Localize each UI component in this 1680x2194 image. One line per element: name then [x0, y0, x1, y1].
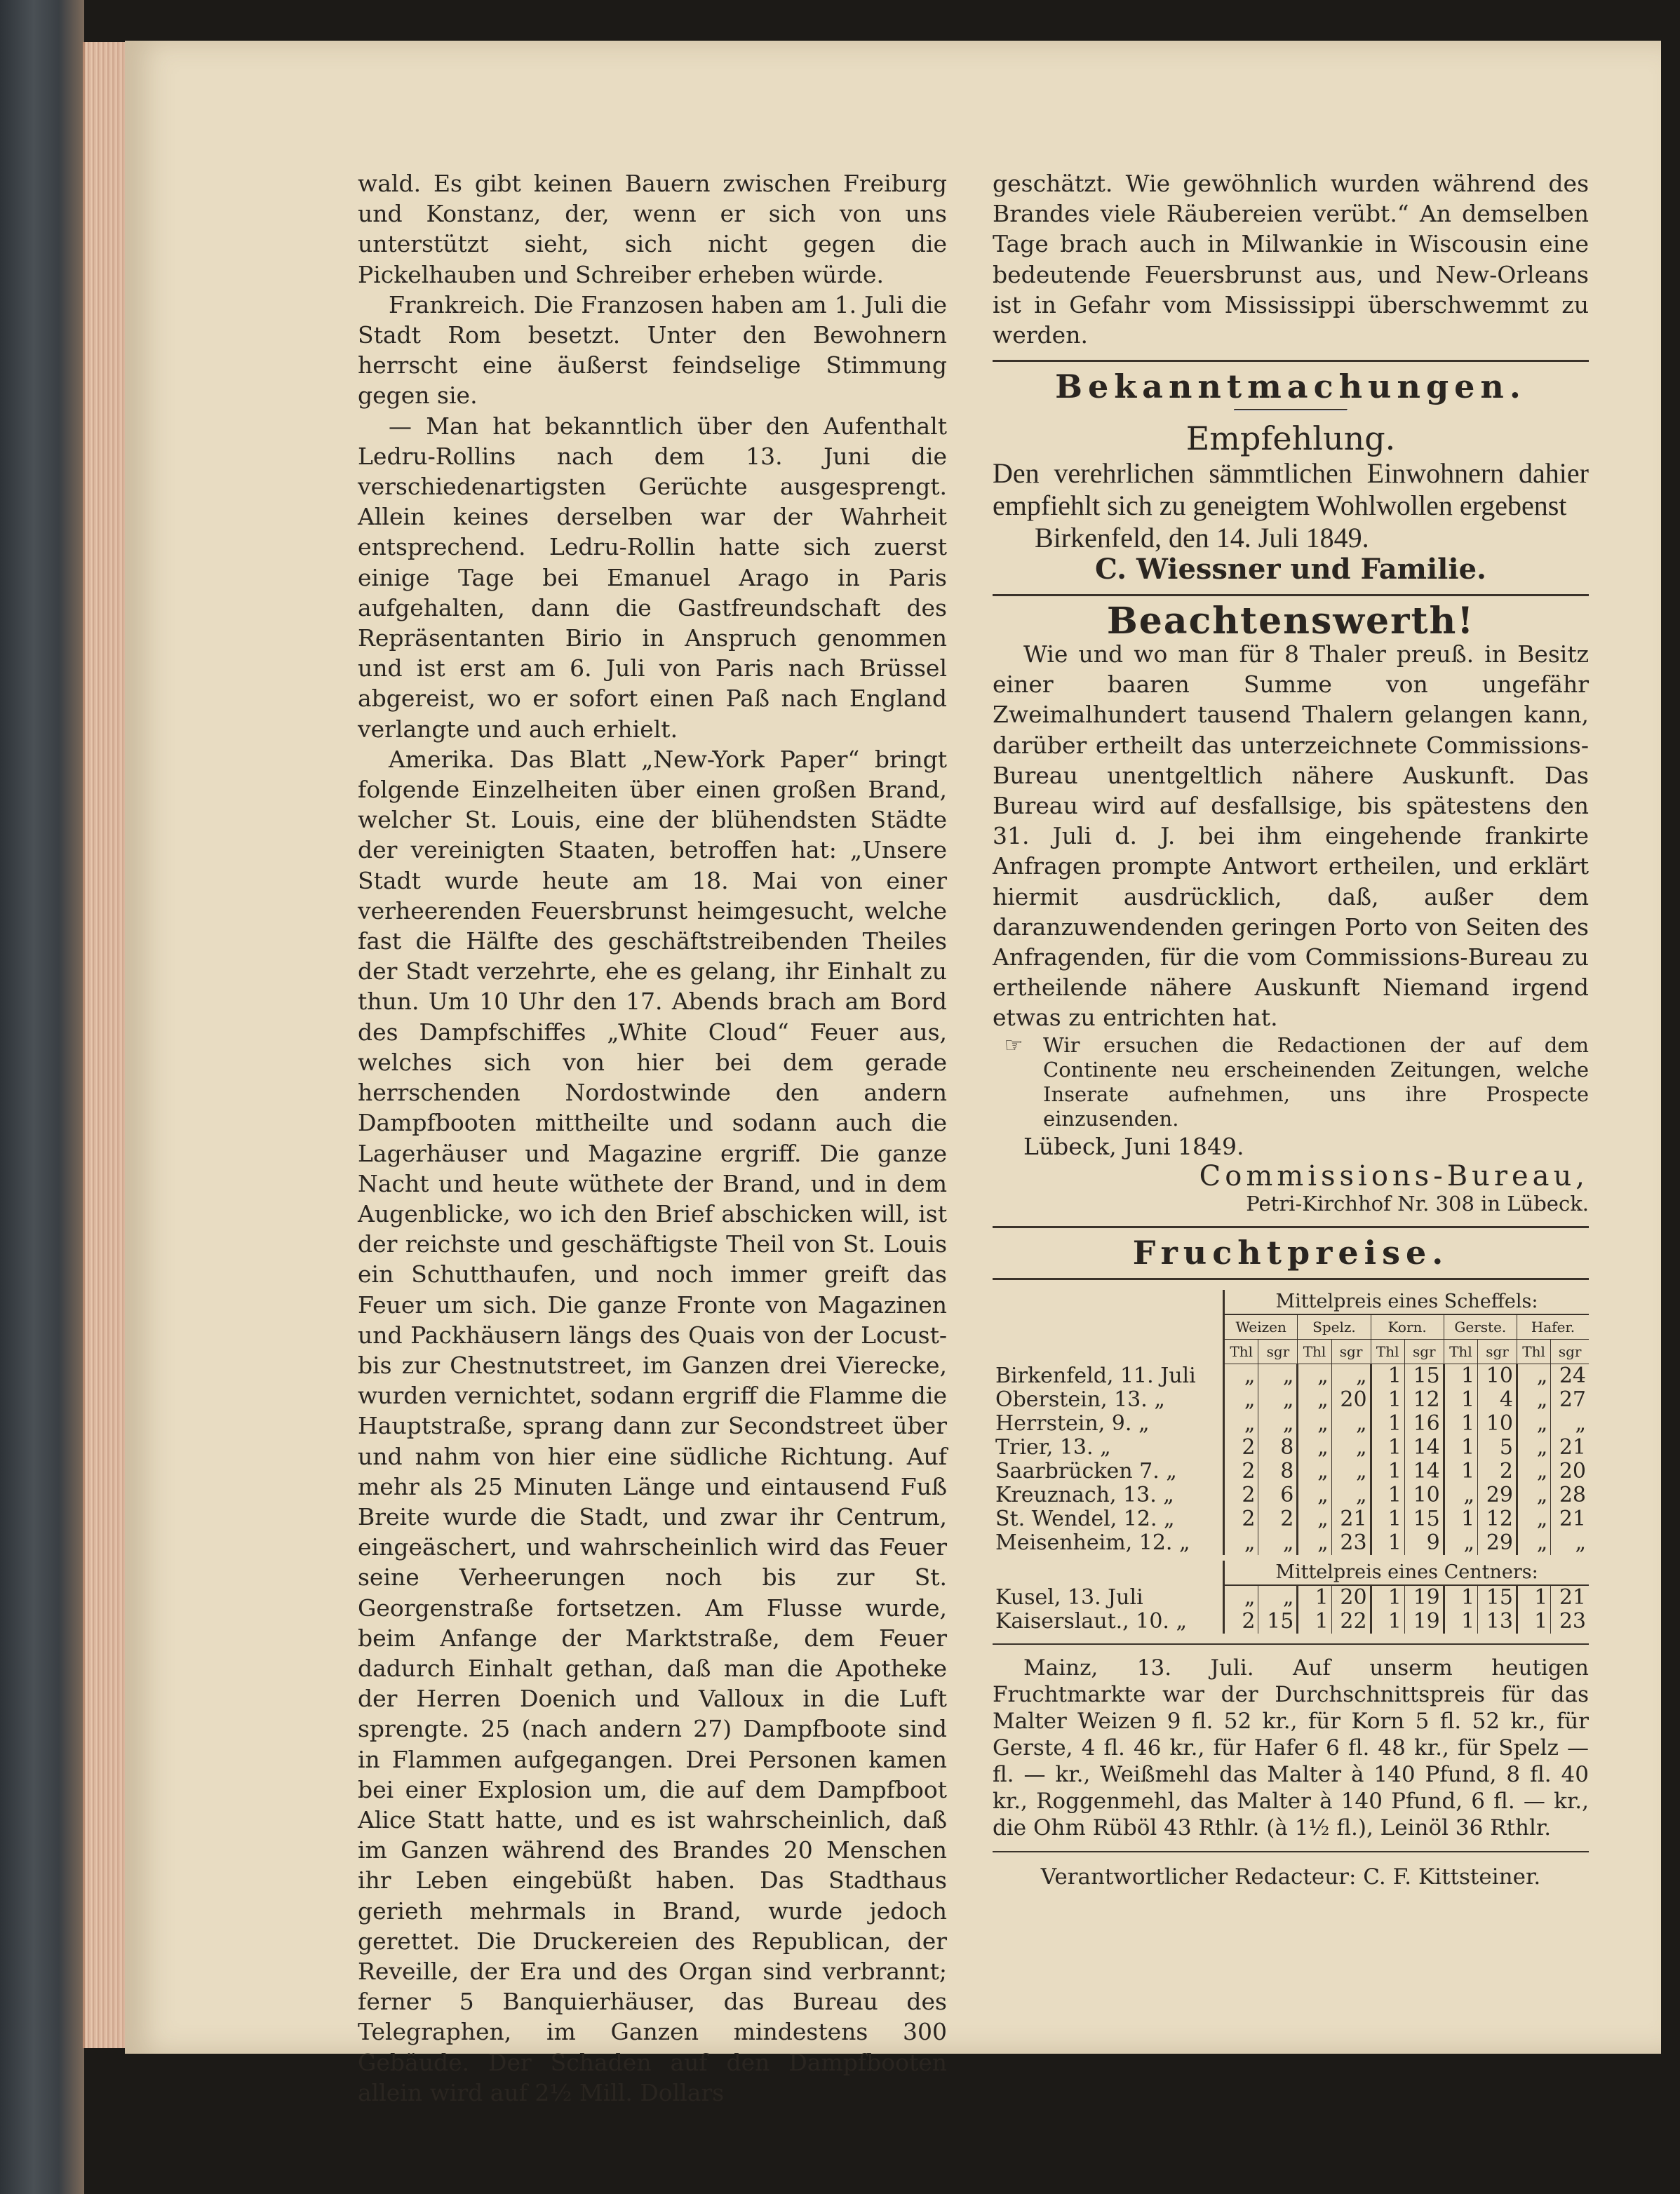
price-cell: „ [1298, 1531, 1331, 1555]
place-cell: Herrstein, 9. „ [995, 1411, 1150, 1436]
price-cell: „ [1298, 1460, 1331, 1483]
price-cell: „ [1298, 1507, 1331, 1531]
price-cell: 1 [1444, 1507, 1477, 1531]
right-column [993, 168, 1589, 1892]
price-cell: 1 [1371, 1531, 1404, 1555]
ad-note [993, 1033, 1589, 1131]
price-cell: „ [1331, 1436, 1371, 1460]
divider [993, 1851, 1589, 1852]
price-cell: 1 [1298, 1585, 1331, 1610]
table-row [993, 1483, 1589, 1507]
price-cell: 12 [1478, 1507, 1517, 1531]
price-cell: 1 [1444, 1412, 1477, 1436]
section-heading: Bekanntmachungen. [1055, 368, 1526, 406]
divider [993, 1278, 1589, 1280]
price-cell: 10 [1478, 1412, 1517, 1436]
price-cell: 15 [1404, 1364, 1444, 1389]
price-table [993, 1290, 1589, 1634]
ad-text: Wie und wo man für 8 Thaler preuß. in Besitz einer baaren Summe von ungefähr Zweimalhundert tausend Thalern gelangen kann, darüber ertheilt das unterzeichnete Commissions-Bureau unentgeltlich nähere Auskunft. Das Bureau wird auf desfallsige, bis spätestens den 31. Juli d. J. bei ihm eingehende frankirte Anfragen prompte Antwort ertheilen, und erklärt hiermit ausdrücklich, daß, außer dem daranzuwendenden geringen Porto von Seiten des Anfragenden, für die vom Commissions-Bureau zu ertheilende nähere Auskunft Niemand irgend etwas zu entrichten hat. [993, 640, 1589, 1032]
price-cell: 27 [1551, 1388, 1589, 1412]
price-cell: 1 [1371, 1483, 1404, 1507]
price-cell: 1 [1371, 1436, 1404, 1460]
price-cell: „ [1298, 1388, 1331, 1412]
place-cell: Birkenfeld, 11. Juli [995, 1364, 1196, 1389]
unit-header: Thl [1371, 1340, 1404, 1364]
prices-heading: Fruchtpreise. [1132, 1234, 1449, 1272]
ad-signature: C. Wiessner und Familie. [1095, 552, 1486, 586]
paragraph: geschätzt. Wie gewöhnlich wurden während des Brandes viele Räubereien verübt.“ An demselben Tage brach auch in Milwankie in Wiscousin eine bedeutende Feuersbrunst aus, und New-Orleans ist in Gefahr vom Mississippi überschwemmt zu werden. [993, 170, 1589, 349]
place-cell: Kaiserslaut., 10. „ [995, 1609, 1188, 1634]
ad-address: Petri-Kirchhof Nr. 308 in Lübeck. [1246, 1192, 1589, 1216]
price-cell: 28 [1551, 1483, 1589, 1507]
price-cell: „ [1517, 1460, 1550, 1483]
price-cell: 2 [1258, 1507, 1298, 1531]
price-cell: 4 [1478, 1388, 1517, 1412]
ad-title: Beachtenswerth! [1106, 599, 1475, 642]
table-row [993, 1507, 1589, 1531]
price-cell: „ [1331, 1412, 1371, 1436]
place-cell: Kreuznach, 13. „ [995, 1483, 1174, 1508]
book-spine [0, 0, 84, 2194]
price-cell: 14 [1404, 1460, 1444, 1483]
price-cell: „ [1331, 1364, 1371, 1389]
left-column [358, 168, 947, 2108]
price-cell: „ [1551, 1412, 1589, 1436]
divider [993, 594, 1589, 596]
page-edges [83, 42, 128, 2048]
editor-line: Verantwortlicher Redacteur: C. F. Kittsteiner. [1040, 1864, 1541, 1890]
divider [993, 1226, 1589, 1228]
price-cell: 24 [1551, 1364, 1589, 1389]
price-cell: 1 [1444, 1610, 1477, 1634]
price-cell: 5 [1478, 1436, 1517, 1460]
price-cell: 13 [1478, 1610, 1517, 1634]
table-row [993, 1585, 1589, 1610]
price-cell: 29 [1478, 1483, 1517, 1507]
price-cell: 1 [1517, 1610, 1550, 1634]
price-cell: 2 [1478, 1460, 1517, 1483]
price-cell: 15 [1404, 1507, 1444, 1531]
unit-header: sgr [1404, 1340, 1444, 1364]
place-cell: Saarbrücken 7. „ [995, 1459, 1177, 1484]
price-cell: 9 [1404, 1531, 1444, 1555]
unit-header: Thl [1517, 1340, 1550, 1364]
paragraph: wald. Es gibt keinen Bauern zwischen Freiburg und Konstanz, der, wenn er sich von uns unterstützt sieht, sich nicht gegen die Pickelhauben und Schreiber erheben würde. [358, 170, 947, 288]
price-cell: 2 [1224, 1483, 1258, 1507]
price-cell: 14 [1404, 1436, 1444, 1460]
table-row [993, 1412, 1589, 1436]
price-cell: 16 [1404, 1412, 1444, 1436]
column-header: Korn. [1371, 1314, 1444, 1340]
price-cell: „ [1517, 1412, 1550, 1436]
price-cell: 21 [1331, 1507, 1371, 1531]
paragraph: — Man hat bekanntlich über den Aufenthalt Ledru-Rollins nach dem 13. Juni die verschiedenartigsten Gerüchte ausgesprengt. Allein keines derselben war der Wahrheit entsprechend. Ledru-Rollin hatte sich zuerst einige Tage bei Emanuel Arago in Paris aufgehalten, dann die Gastfreundschaft des Repräsentanten Birio in Anspruch genommen und ist erst am 6. Juli von Paris nach Brüssel abgereist, wo er sofort einen Paß nach England verlangte und auch erhielt. [358, 412, 947, 743]
price-cell: „ [1517, 1483, 1550, 1507]
price-cell: „ [1258, 1412, 1298, 1436]
mainz-report: Mainz, 13. Juli. Auf unserm heutigen Fruchtmarkte war der Durchschnittspreis für das Malter Weizen 9 fl. 52 kr., für Korn 5 fl. 52 kr., für Gerste, 4 fl. 46 kr., für Hafer 6 fl. 48 kr., für Spelz — fl. — kr., Weißmehl das Malter à 140 Pfund, 8 fl. 40 kr., Roggenmehl, das Malter à 140 Pfund, 6 fl. — kr., die Ohm Rüböl 43 Rthlr. (à 1½ fl.), Leinöl 36 Rthlr. [993, 1655, 1589, 1841]
price-cell: 20 [1331, 1585, 1371, 1610]
price-cell: 29 [1478, 1531, 1517, 1555]
price-cell: „ [1298, 1364, 1331, 1389]
column-header: Hafer. [1517, 1314, 1589, 1340]
price-cell: 2 [1224, 1610, 1258, 1634]
place-cell: Kusel, 13. Juli [995, 1584, 1143, 1610]
price-cell: 23 [1331, 1531, 1371, 1555]
price-cell: 21 [1551, 1507, 1589, 1531]
price-cell: „ [1331, 1483, 1371, 1507]
place-cell: Oberstein, 13. „ [995, 1387, 1165, 1413]
column-header: Weizen [1224, 1314, 1298, 1340]
ad-note-text: Wir ersuchen die Redactionen der auf dem Continente neu erscheinenden Zeitungen, welche Inserate aufnehmen, uns ihre Prospecte einzusenden. [1043, 1032, 1589, 1131]
price-cell: 1 [1371, 1412, 1404, 1436]
price-cell: „ [1258, 1531, 1298, 1555]
ad-signature: Commissions-Bureau, [1199, 1159, 1589, 1192]
paragraph: Amerika. Das Blatt „New-York Paper“ bringt folgende Einzelheiten über einen großen Brand, welcher St. Louis, eine der blühendsten Städte der vereinigten Staaten, betroffen hat: „Unsere Stadt wurde heute am 18. Mai von einer verheerenden Feuersbrunst heimgesucht, welche fast die Hälfte des geschäftstreibenden Theiles der Stadt verzehrte, ehe es gelang, ihr Einhalt zu thun. Um 10 Uhr den 17. Abends brach am Bord des Dampfschiffes „White Cloud“ Feuer aus, welches sich von hier bei dem gerade herrschenden Nordostwinde den andern Dampfbooten mittheilte und sodann auch die Lagerhäuser und Magazine ergriff. Die ganze Nacht und heute wüthete der Brand, und in dem Augenblicke, wo ich den Brief abschicken will, ist der reichste und geschäftigste Theil von St. Louis ein Schutthaufen, und noch immer greift das Feuer um sich. Die ganze Fronte von Magazinen und Packhäusern längs des Quais von der Locust- bis zur Chestnutstreet, im Ganzen drei Vierecke, wurden vernichtet, sodann ergriff die Flamme die Hauptstraße, sprang dann zur Secondstreet über und nahm von hier eine südliche Richtung. Auf mehr als 25 Minuten Länge und eintausend Fuß Breite wurde die Stadt, und zwar ihr Centrum, eingeäschert, und wahrscheinlich wird das Feuer seine Verheerungen noch bis zur St. Georgenstraße fortsetzen. Am Flusse wurde, beim Anfange der Marktstraße, dem Feuer dadurch Einhalt gethan, daß man die Apotheke der Herren Doenich und Valloux in die Luft sprengte. 25 (nach andern 27) Dampfboote sind in Flammen aufgegangen. Drei Personen kamen bei einer Explosion um, die auf dem Dampfboot Alice Statt hatte, und es ist wahrscheinlich, daß im Ganzen während des Brandes 20 Menschen ihr Leben eingebüßt haben. Das Stadthaus gerieth mehrmals in Brand, wurde jedoch gerettet. Die Druckereien des Republican, der Reveille, der Era und des Organ sind verbrannt; ferner 5 Banquierhäuser, das Bureau des Telegraphen, im Ganzen mindestens 300 Gebäude. Der Schaden auf den Dampfbooten allein wird auf 2½ Mill. Dollars [358, 745, 947, 2106]
pointing-hand-icon: ☞ [1004, 1032, 1023, 1058]
price-cell: 1 [1517, 1585, 1550, 1610]
price-cell: „ [1224, 1364, 1258, 1389]
table-row [993, 1610, 1589, 1634]
divider [993, 1643, 1589, 1645]
price-cell: „ [1517, 1507, 1550, 1531]
price-cell: „ [1517, 1436, 1550, 1460]
column-header: Spelz. [1298, 1314, 1371, 1340]
price-cell: 20 [1331, 1388, 1371, 1412]
table-row [993, 1436, 1589, 1460]
price-cell: 1 [1371, 1507, 1404, 1531]
unit-header: Thl [1224, 1340, 1258, 1364]
price-cell: „ [1224, 1388, 1258, 1412]
table-row [993, 1364, 1589, 1389]
price-cell: „ [1258, 1364, 1298, 1389]
price-cell: „ [1298, 1483, 1331, 1507]
price-cell: 21 [1551, 1585, 1589, 1610]
price-cell: 19 [1404, 1585, 1444, 1610]
price-cell: 1 [1371, 1460, 1404, 1483]
price-cell: 1 [1371, 1388, 1404, 1412]
price-cell: 1 [1371, 1610, 1404, 1634]
unit-header: sgr [1478, 1340, 1517, 1364]
place-cell: Meisenheim, 12. „ [995, 1530, 1190, 1556]
price-cell: „ [1258, 1388, 1298, 1412]
price-cell: „ [1444, 1483, 1477, 1507]
place-cell: Trier, 13. „ [995, 1435, 1111, 1460]
unit-header: Thl [1298, 1340, 1331, 1364]
price-cell: „ [1444, 1531, 1477, 1555]
price-cell: „ [1224, 1531, 1258, 1555]
price-cell: „ [1551, 1531, 1589, 1555]
advertisement [993, 599, 1589, 1216]
price-cell: 8 [1258, 1460, 1298, 1483]
table-row [993, 1460, 1589, 1483]
price-cell: „ [1258, 1585, 1298, 1610]
price-cell: „ [1298, 1412, 1331, 1436]
ad-text: Den verehrlichen sämmtlichen Einwohnern dahier empfiehlt sich zu geneigtem Wohlwollen ergebenst [993, 457, 1589, 521]
divider [993, 360, 1589, 362]
table-row [993, 1531, 1589, 1555]
price-cell: „ [1331, 1460, 1371, 1483]
unit-header: sgr [1258, 1340, 1298, 1364]
price-cell: „ [1298, 1436, 1331, 1460]
price-cell: 8 [1258, 1436, 1298, 1460]
ad-title: Empfehlung. [1185, 419, 1396, 458]
price-cell: 1 [1371, 1585, 1404, 1610]
price-cell: „ [1224, 1412, 1258, 1436]
price-cell: 15 [1258, 1610, 1298, 1634]
price-cell: 1 [1444, 1388, 1477, 1412]
place-cell: St. Wendel, 12. „ [995, 1507, 1175, 1532]
price-cell: 1 [1371, 1364, 1404, 1389]
price-cell: 19 [1404, 1610, 1444, 1634]
price-cell: 20 [1551, 1460, 1589, 1483]
price-cell: „ [1224, 1585, 1258, 1610]
price-cell: 21 [1551, 1436, 1589, 1460]
column-header: Gerste. [1444, 1314, 1517, 1340]
paragraph: Frankreich. Die Franzosen haben am 1. Juli die Stadt Rom besetzt. Unter den Bewohnern herrscht eine äußerst feindselige Stimmung gegen sie. [358, 290, 947, 410]
price-cell: „ [1517, 1364, 1550, 1389]
table-row [993, 1388, 1589, 1412]
price-cell: 10 [1478, 1364, 1517, 1389]
advertisement [993, 419, 1589, 586]
ad-place-date: Lübeck, Juni 1849. [1023, 1132, 1244, 1160]
price-cell: 1 [1444, 1364, 1477, 1389]
divider [1234, 409, 1348, 411]
price-cell: „ [1517, 1388, 1550, 1412]
price-cell: 15 [1478, 1585, 1517, 1610]
unit-header: sgr [1551, 1340, 1589, 1364]
price-cell: 1 [1444, 1460, 1477, 1483]
price-cell: 23 [1551, 1610, 1589, 1634]
price-cell: 22 [1331, 1610, 1371, 1634]
table-header: Mittelpreis eines Scheffels: [1224, 1290, 1590, 1314]
price-cell: 6 [1258, 1483, 1298, 1507]
ad-place-date: Birkenfeld, den 14. Juli 1849. [1035, 521, 1369, 553]
price-cell: „ [1517, 1531, 1550, 1555]
unit-header: Thl [1444, 1340, 1477, 1364]
price-cell: 2 [1224, 1436, 1258, 1460]
unit-header: sgr [1331, 1340, 1371, 1364]
price-cell: 2 [1224, 1507, 1258, 1531]
price-cell: 1 [1444, 1436, 1477, 1460]
price-cell: 1 [1298, 1610, 1331, 1634]
price-cell: 1 [1444, 1585, 1477, 1610]
price-cell: 10 [1404, 1483, 1444, 1507]
price-cell: 12 [1404, 1388, 1444, 1412]
price-cell: 2 [1224, 1460, 1258, 1483]
table-header: Mittelpreis eines Centners: [1224, 1561, 1590, 1585]
